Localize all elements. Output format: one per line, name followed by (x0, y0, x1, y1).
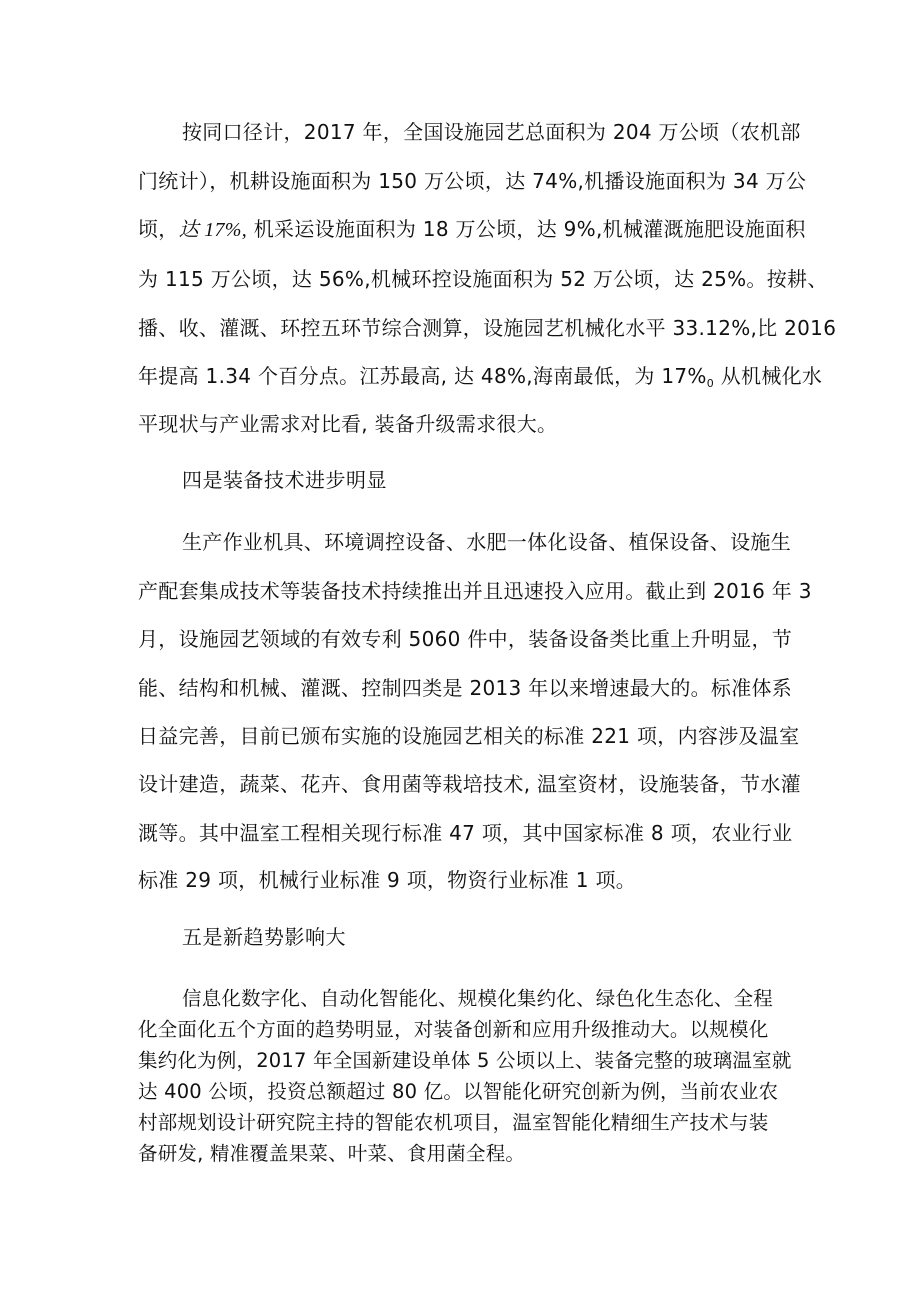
p1-line-3-part-a: 顷， (138, 217, 179, 241)
p3-line-6: 备研发, 精准覆盖果菜、叶菜、食用菌全程。 (138, 1142, 526, 1165)
p2-line-4: 能、结构和机械、灌溉、控制四类是 2013 年以来增速最大的。标准体系 (138, 676, 793, 700)
p1-line-6-part-b: 从机械化水 (714, 364, 823, 388)
p3-line-5: 村部规划设计研究院主持的智能农机项目，温室智能化精细生产技术与装 (138, 1111, 769, 1134)
p1-line-6-part-a: 年提高 1.34 个百分点。江苏最高, 达 48%,海南最低，为 17% (138, 364, 707, 388)
p3-line-3: 集约化为例，2017 年全国新建设单体 5 公顷以上、装备完整的玻璃温室就 (138, 1049, 792, 1072)
p2-line-6: 设计建造，蔬菜、花卉、食用菌等栽培技术, 温室资材，设施装备，节水灌 (138, 772, 801, 796)
p1-line-2: 门统计），机耕设施面积为 150 万公顷，达 74%,机播设施面积为 34 万公 (138, 169, 807, 193)
p3-line-1: 信息化数字化、自动化智能化、规模化集约化、绿色化生态化、全程 (182, 987, 774, 1010)
p2-line-8: 标准 29 项，机械行业标准 9 项，物资行业标准 1 项。 (138, 868, 637, 892)
p1-line-7: 平现状与产业需求对比看, 装备升级需求很大。 (138, 412, 558, 436)
section-heading-5: 五是新趋势影响大 (182, 925, 346, 949)
p1-line-4: 为 115 万公顷，达 56%,机械环控设施面积为 52 万公顷，达 25%。按耕、 (138, 267, 828, 291)
p1-line-3 (138, 215, 806, 244)
p3-line-2: 化全面化五个方面的趋势明显，对装备创新和应用升级推动大。以规模化 (138, 1018, 769, 1041)
p1-line-6 (138, 362, 822, 398)
p2-line-7: 溉等。其中温室工程相关现行标准 47 项，其中国家标准 8 项，农业行业 (138, 821, 793, 845)
p1-line-5: 播、收、灌溉、环控五环节综合测算，设施园艺机械化水平 33.12%,比 2016 (138, 316, 837, 340)
p1-line-3-part-b: 机采运设施面积为 18 万公顷，达 9%,机械灌溉施肥设施面积 (247, 217, 806, 241)
p2-line-5: 日益完善，目前已颁布实施的设施园艺相关的标准 221 项，内容涉及温室 (138, 724, 800, 748)
section-heading-4: 四是装备技术进步明显 (182, 468, 387, 492)
p3-line-4: 达 400 公顷，投资总额超过 80 亿。以智能化研究创新为例，当前农业农 (138, 1080, 779, 1103)
p2-line-2: 产配套集成技术等装备技术持续推出并且迅速投入应用。截止到 2016 年 3 (138, 579, 812, 603)
p1-line-3-italic: 达 17%, (178, 219, 248, 241)
p2-line-1: 生产作业机具、环境调控设备、水肥一体化设备、植保设备、设施生 (182, 530, 791, 554)
p1-line-6-subscript: 0 (706, 377, 715, 390)
p2-line-3: 月，设施园艺领域的有效专利 5060 件中，装备设备类比重上升明显，节 (138, 627, 793, 651)
p1-line-1: 按同口径计，2017 年，全国设施园艺总面积为 204 万公顷（农机部 (182, 120, 801, 144)
